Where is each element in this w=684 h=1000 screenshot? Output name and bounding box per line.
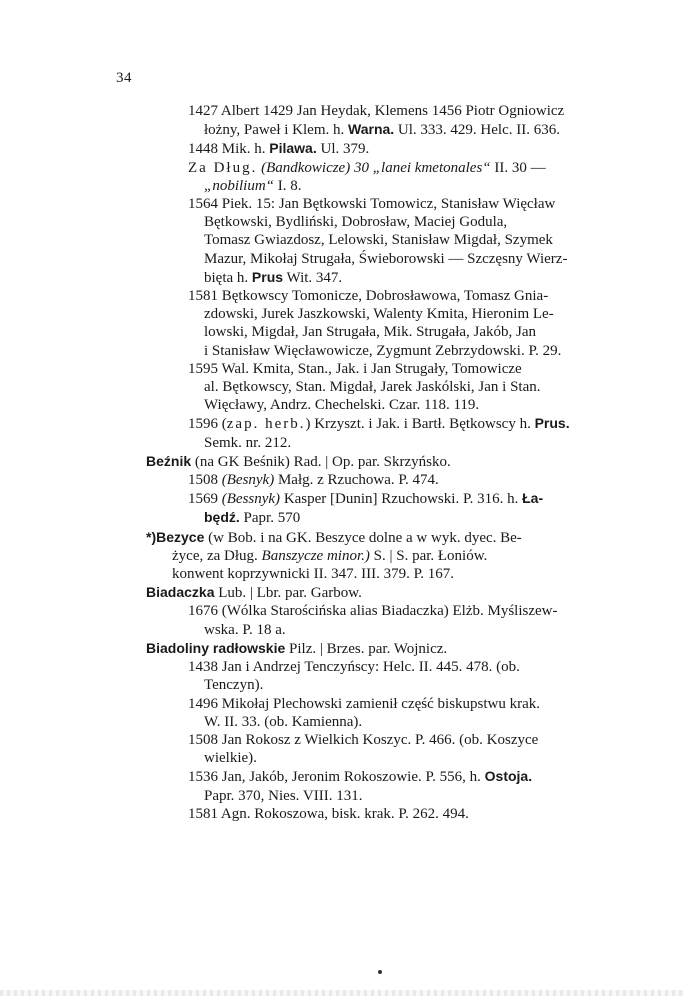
text-line: 1581 Bętkowscy Tomonicze, Dobrosławowa, Tomasz Gnia- (188, 288, 549, 305)
text-line: „nobilium“ I. 8. (204, 177, 302, 194)
headword: Biadaczka (146, 584, 215, 601)
text-line: *)Bezyce (w Bob. i na GK. Beszyce dolne a w wyk. dyec. Be- (146, 528, 522, 546)
text-line: łożny, Paweł i Klem. h. Warna. Ul. 333. 429. Helc. II. 636. (204, 121, 560, 139)
text-line: 1595 Wal. Kmita, Stan., Jak. i Jan Strugały, Tomowicze (188, 360, 522, 377)
coat-of-arms: Prus. (534, 415, 570, 432)
text-line: konwent koprzywnicki II. 347. III. 379. P. 167. (172, 566, 455, 583)
sub-entry-1569 (146, 489, 606, 527)
text-line: Semk. nr. 212. (204, 434, 292, 451)
sub-entry-za-dlug (146, 159, 606, 195)
text-line: 1536 Jan, Jakób, Jeronim Rokoszowie. P. 556, h. Ostoja. (188, 768, 533, 786)
text-line: wska. P. 18 a. (204, 621, 286, 638)
sub-entry-1496 (146, 695, 606, 731)
sub-entry-1676 (146, 602, 606, 638)
text-line: 1676 (Wólka Starościńska alias Biadaczka) Elżb. Myśliszew- (188, 603, 558, 620)
text-line: 1564 Piek. 15: Jan Bętkowski Tomowicz, Stanisław Więcław (188, 196, 556, 213)
text-line: Biadaczka Lub. | Lbr. par. Garbow. (146, 584, 362, 602)
text-line: lowski, Migdał, Jan Strugała, Mik. Strugała, Jakób, Jan (204, 324, 537, 341)
text-line: Papr. 370, Nies. VIII. 131. (204, 787, 363, 804)
sub-entry-1595 (146, 360, 606, 415)
page-body (146, 102, 606, 823)
text-line: 1438 Jan i Andrzej Tenczyńscy: Helc. II. 445. 478. (ob. (188, 659, 520, 676)
sub-entry-1536 (146, 767, 606, 804)
text-line: Tomasz Gwiazdosz, Lelowski, Stanisław Migdał, Szymek (204, 232, 553, 249)
text-line: Beźnik (na GK Beśnik) Rad. | Op. par. Skrzyńsko. (146, 452, 451, 470)
coat-of-arms: Pilawa. (269, 140, 317, 157)
text-line: al. Bętkowscy, Stan. Migdał, Jarek Jaskólski, Jan i Stan. (204, 379, 541, 396)
headword-entry-biadaczka (146, 583, 606, 602)
sub-entry-1596 (146, 414, 606, 451)
text-line: wielkie). (204, 750, 257, 767)
text-line: 1496 Mikołaj Plechowski zamienił część biskupstwu krak. (188, 695, 541, 712)
headword-entry-biadoliny (146, 639, 606, 658)
text-line: życe, za Dług. Banszycze minor.) S. | S. par. Łoniów. (172, 547, 488, 564)
scan-speck (378, 970, 382, 974)
sub-entry-1448 (146, 139, 606, 158)
text-line: Bętkowski, Bydliński, Dobrosław, Maciej Godula, (204, 214, 508, 231)
sub-entry-1508b (146, 731, 606, 767)
page-bottom-edge (0, 990, 684, 996)
sub-entry-1438 (146, 658, 606, 694)
text-line: Tenczyn). (204, 677, 264, 694)
sub-entry-1427 (146, 102, 606, 139)
text-line: 1508 (Besnyk) Małg. z Rzuchowa. P. 474. (188, 472, 439, 489)
text-line: 1508 Jan Rokosz z Wielkich Koszyc. P. 466. (ob. Koszyce (188, 731, 539, 748)
sub-entry-1581b (146, 805, 606, 823)
text-line: W. II. 33. (ob. Kamienna). (204, 713, 363, 730)
headword-entry-bezyce (146, 528, 606, 584)
headword: *)Bezyce (146, 528, 205, 545)
sub-entry-1564 (146, 195, 606, 287)
text-line: bięta h. Prus Wit. 347. (204, 268, 343, 286)
headword: Beźnik (146, 452, 192, 469)
text-line: 1581 Agn. Rokoszowa, bisk. krak. P. 262. 494. (188, 805, 469, 822)
text-line: zdowski, Jurek Jaszkowski, Walenty Kmita, Hieronim Le- (204, 306, 554, 323)
coat-of-arms: Ła- (522, 490, 544, 507)
text-line: będź. Papr. 570 (204, 509, 301, 527)
page-number: 34 (116, 70, 132, 86)
text-line: Więcławy, Andrz. Chechelski. Czar. 118. 119. (204, 397, 480, 414)
text-line: 1569 (Bessnyk) Kasper [Dunin] Rzuchowski. P. 316. h. Ła- (188, 490, 544, 508)
headword: Biadoliny radłowskie (146, 639, 286, 656)
text-line: i Stanisław Więcławowicze, Zygmunt Zebrzydowski. P. 29. (204, 342, 562, 359)
sub-entry-1508 (146, 471, 606, 489)
headword-entry-beznik (146, 452, 606, 471)
sub-entry-1581 (146, 287, 606, 360)
text-line: Mazur, Mikołaj Strugała, Świeborowski — Szczęsny Wierz- (204, 250, 568, 267)
coat-of-arms: Warna. (348, 121, 395, 138)
text-line: Za Dług. (Bandkowicze) 30 „lanei kmetonales“ II. 30 — (188, 159, 546, 176)
coat-of-arms: Prus (251, 268, 284, 285)
text-line: 1427 Albert 1429 Jan Heydak, Klemens 1456 Piotr Ogniowicz (188, 103, 565, 119)
text-line: 1596 (zap. herb.) Krzyszt. i Jak. i Bartł. Bętkowscy h. Prus. (188, 415, 570, 433)
text-line: Biadoliny radłowskie Pilz. | Brzes. par. Wojnicz. (146, 639, 448, 657)
coat-of-arms: będź. (204, 509, 240, 526)
coat-of-arms: Ostoja. (484, 768, 533, 785)
text-line: 1448 Mik. h. Pilawa. Ul. 379. (188, 140, 370, 158)
